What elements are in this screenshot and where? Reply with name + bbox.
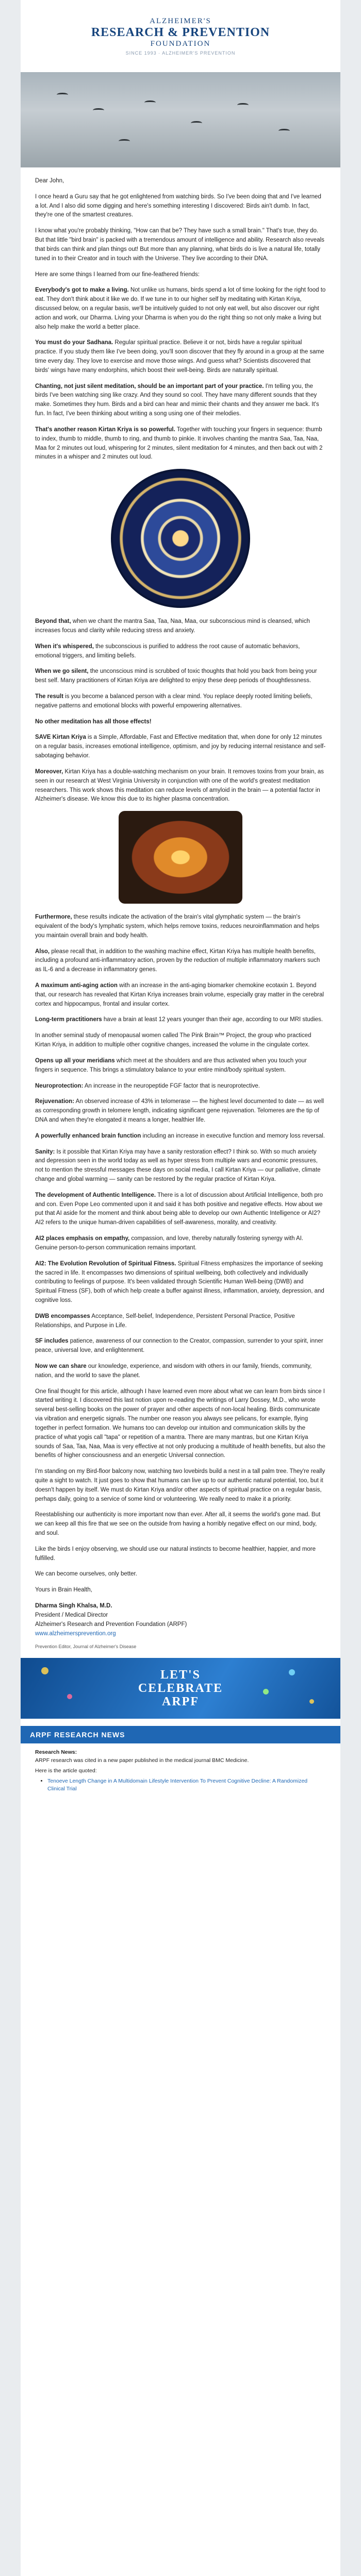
news-item bbox=[47, 1777, 326, 1794]
paragraph: AI2 places emphasis on empathy, compassion, and love, thereby naturally fostering synergy with AI. Genuine person-to-person communication remains important. bbox=[35, 1235, 304, 1251]
brain-image bbox=[119, 811, 242, 904]
logo-line3: FOUNDATION bbox=[150, 39, 211, 48]
paragraph: Sanity: Is it possible that Kirtan Kriya may have a sanity restoration effect? I think so. With so much anxiety and depression seen in the world today as well as hyper stress from multiple wars and economic pressures, not to mention the stressful messages these days on social media, I call Kirtan Kriya — our palliative, climate change and global warming — sanity can be restored by the regular practice of Kirtan Kriya. bbox=[35, 1148, 321, 1182]
paragraph: One final thought for this article, although I have learned even more about what we can learn from birds since I started writing it. I discovered this last notion upon re-reading the writings of Larry Dossey, M.D., who wrote several best-selling books on the power of prayer and other aspects of non-local healing. Birds communicate via vibration and energetic signals. The number one reason you always see pelicans, for example, flying together in perfect formation. We humans too can develop our intuition and communication skills by the practice of what yogis call "tapa" or repetition of a mantra. There are many mantras, but one Kirtan Kriya sounds of Saa, Taa, Naa, Maa is very effective at not only producing a multitude of health benefits, but also the benefits of higher consciousness and an energetic Universal connection. bbox=[35, 1388, 325, 1459]
paragraph: We can become ourselves, only better. bbox=[35, 1571, 137, 1578]
paragraph: A powerfully enhanced brain function including an increase in executive function and memory loss reversal. bbox=[35, 1132, 325, 1139]
paragraph: Rejuvenation: An observed increase of 43% in telomerase — the highest level documented to date — as well as corresponding growth in telomere length, indicating significant gene rejuvenation. Telomeres are the tip of DNA and when they're elongated it means a longer, healthier life. bbox=[35, 1098, 324, 1123]
news-link-intro: Here is the article quoted: bbox=[35, 1767, 97, 1774]
paragraph: Beyond that, when we chant the mantra Saa, Taa, Naa, Maa, our subconscious mind is cleansed, which increases focus and clarity while reducing stress and anxiety. bbox=[35, 618, 310, 634]
paragraph: The development of Authentic Intelligence. There is a lot of discussion about Artificial Intelligence, both pro and con. Even Pope Leo commented upon it and said it has both positive and negative effects. How about we put that AI aside for the moment and think about being able to develop our own Authentic Intelligence or AI2? AI2 refers to the unique human-driven capabilities of self-awareness, morality, and creativity. bbox=[35, 1192, 323, 1226]
confetti-decoration bbox=[41, 1667, 48, 1674]
paragraph: A maximum anti-aging action with an increase in the anti-aging biomarker chemokine ecotaxin 1. Beyond that, our research has revealed that Kirtan Kriya increases brain volume, especially gray matter in the cerebral cortex and hippocampus, frontal and insular cortex. bbox=[35, 982, 324, 1007]
bird-icon bbox=[57, 93, 68, 97]
email-container bbox=[21, 0, 340, 2576]
signature-block bbox=[35, 1586, 326, 1638]
signer-org: Alzheimer's Research and Prevention Foundation (ARPF) bbox=[35, 1621, 187, 1628]
paragraph-list bbox=[35, 617, 326, 804]
paragraph-list-2 bbox=[35, 913, 326, 1579]
hero-birds-image bbox=[21, 72, 340, 167]
paragraph: No other meditation has all those effects! bbox=[35, 718, 152, 725]
paragraph: Also, please recall that, in addition to the washing machine effect, Kirtan Kriya has multiple health benefits, including a profound anti-inflammatory action, proven by the reduction of multiple inflammatory markers such as IL-6 and a decrease in inflammatory genes. bbox=[35, 948, 320, 973]
confetti-decoration bbox=[67, 1694, 72, 1699]
lesson: You must do your Sadhana. Regular spiritual practice. Believe it or not, birds have a regular spiritual practice. If you study them like I've been doing, you'll soon discover that they fly around in a group at the same time every day. They love to exercise and move those wings. And guess what? Scientists discovered that birds' wings have many endorphins, which boost their well-being. Birds are naturally spiritual. bbox=[35, 340, 324, 374]
bird-icon bbox=[278, 129, 290, 133]
banner-text: LET'S CELEBRATE ARPF bbox=[138, 1668, 223, 1709]
news-article-link[interactable]: Tenoeve Length Change in A Multidomain Lifestyle Intervention To Prevent Cognitive Decline: A Randomized Clinical Trial bbox=[47, 1777, 308, 1792]
news-heading: Research News: bbox=[35, 1749, 77, 1756]
lesson: Chanting, not just silent meditation, should be an important part of your practice. I'm telling you, the birds I've been watching sing like crazy. And they sound so cool. They have many different sounds that they make. Sometimes they hum. Birds and a bird can hear and mimic their chants and they answer me back. It's fun. In fact, I've been thinking about writing a song using one of their melodies. bbox=[35, 383, 319, 417]
paragraph: AI2: The Evolution Revolution of Spiritual Fitness. Spiritual Fitness emphasizes the importance of seeking the sacred in life. It encompasses two dimensions of spiritual wellbeing, both collectively and individually contributing to feelings of purpose. It's been validated through Scientific Human Well-being (DWB) and Spiritual Fitness (SF), both of which help create a buffer against illness, inflammation, anxiety, depression, and cognitive loss. bbox=[35, 1260, 324, 1303]
research-news-header: ARPF RESEARCH NEWS bbox=[21, 1726, 340, 1743]
header bbox=[21, 0, 340, 72]
closing: Yours in Brain Health, bbox=[35, 1587, 92, 1594]
paragraph: Now we can share our knowledge, experience, and wisdom with others in our family, friends, community, nation, and the world to save the planet. bbox=[35, 1363, 312, 1379]
paragraph: When it's whispered, the subconscious is purified to address the root cause of automatic behaviors, emotional triggers, and limiting beliefs. bbox=[35, 643, 300, 659]
signer-name: Dharma Singh Khalsa, M.D. bbox=[35, 1603, 112, 1609]
paragraph: Furthermore, these results indicate the activation of the brain's vital glymphatic system — the brain's equivalent of the body's lymphatic system, which helps remove toxins, reduces neuroinflammation and helps you maintain overall brain and body health. bbox=[35, 914, 320, 939]
paragraph: I once heard a Guru say that he got enlightened from watching birds. So I've been doing that and I've learned a lot. And I also did some digging and here's something interesting I discovered: Birds ain't dumb. In fact, they're one of the smartest creatures. bbox=[35, 193, 321, 218]
research-news bbox=[21, 1743, 340, 1801]
paragraph: I know what you're probably thinking, "How can that be? They have such a small brain." That's true, they do. But that little "bird brain" is packed with a tremendous amount of intelligence and ability. Research also reveals that birds can think and plan things out! But more than any planning, what birds do is live a natural life, totally tuned in to their Creator and in touch with the Universe. They live according to their DNA. bbox=[35, 228, 324, 262]
bird-icon bbox=[191, 121, 202, 125]
news-list bbox=[47, 1777, 326, 1794]
paragraph: Neuroprotection: An increase in the neuropeptide FGF factor that is neuroprotective. bbox=[35, 1082, 260, 1089]
paragraph: Opens up all your meridians which meet at the shoulders and are thus activated when you touch your fingers in sequence. This brings a stimulatory balance to your entire mind/body spiritual system. bbox=[35, 1057, 307, 1073]
paragraph: DWB encompasses Acceptance, Self-belief, Independence, Persistent Personal Practice, Positive Relationships, and Purpose in Life. bbox=[35, 1313, 295, 1329]
signer-website[interactable]: www.alzheimersprevention.org bbox=[35, 1630, 116, 1637]
confetti-decoration bbox=[263, 1689, 269, 1694]
paragraph: SF includes patience, awareness of our connection to the Creator, compassion, surrender to your spirit, inner peace, universal love, and enlightenment. bbox=[35, 1338, 323, 1354]
lesson: Everybody's got to make a living. Not unlike us humans, birds spend a lot of time looking for the right food to eat. They don't think about it like we do. If we tune in to our higher self by meditating with Kirtan Kriya, discussed below, on a regular basis, we'll be intuitively guided to not only eat well, but also discover our right action and work, our Dharma. Living your Dharma is when you do the right thing so not only make a living but also help make the world a better place. bbox=[35, 287, 326, 330]
bird-icon bbox=[237, 103, 249, 107]
paragraph: Long-term practitioners have a brain at least 12 years younger than their age, according to our MRI studies. bbox=[35, 1016, 323, 1023]
celebrate-banner[interactable] bbox=[21, 1658, 340, 1719]
paragraph: The result is you become a balanced person with a clear mind. You replace deeply rooted limiting beliefs, negative patterns and emotional blocks with powerful empowering alternatives. bbox=[35, 693, 313, 709]
paragraph: In another seminal study of menopausal women called The Pink Brain™ Project, the group who practiced Kirtan Kriya, in addition to multiple other cognitive changes, increased the volume in the cingulate cortex. bbox=[35, 1032, 311, 1048]
paragraph: Here are some things I learned from our fine-feathered friends: bbox=[35, 271, 200, 278]
confetti-decoration bbox=[309, 1699, 314, 1704]
paragraph: Reestablishing our authenticity is more important now than ever. After all, it seems the world's gone mad. But we can keep all this fire that we see on the outside from having a horribly negative effect on our mind, body, and soul. bbox=[35, 1512, 321, 1536]
greeting: Dear John, bbox=[35, 178, 64, 184]
logo-line2: RESEARCH & PREVENTION bbox=[91, 25, 270, 39]
logo-tagline: SINCE 1993 · ALZHEIMER'S PREVENTION bbox=[125, 50, 236, 56]
bird-icon bbox=[119, 139, 130, 143]
paragraph: Moreover, Kirtan Kriya has a double-watching mechanism on your brain. It removes toxins from your brain, as seen in our research at West Virginia University in conjunction with one of the world's greatest meditation researchers. This work shows this meditation can reduce levels of amyloid in the brain — a potential factor in Alzheimer's disease. We know this due to its higher plasma concentration. bbox=[35, 768, 324, 803]
bird-icon bbox=[144, 100, 156, 105]
mandala-image bbox=[111, 469, 250, 608]
news-intro: ARPF research was cited in a new paper published in the medical journal BMC Medicine. bbox=[35, 1757, 249, 1764]
bird-icon bbox=[93, 108, 104, 112]
footnote: Prevention Editor, Journal of Alzheimer's Disease bbox=[35, 1644, 137, 1650]
paragraph: Like the birds I enjoy observing, we should use our natural instincts to become healthier, happier, and more fulfilled. bbox=[35, 1546, 316, 1562]
paragraph: I'm standing on my Bird-floor balcony now, watching two lovebirds build a nest in a tall palm tree. They're really quite a sight to watch. It just goes to show that humans can live up to our authentic natural potential, too, but it doesn't happen by itself. We must do Kirtan Kriya and/or other aspects of spiritual practice on a regular basis, perhaps daily, going to a service of some kind or volunteering. We really need to make it a priority. bbox=[35, 1468, 325, 1502]
lesson: That's another reason Kirtan Kriya is so powerful. Together with touching your fingers in sequence: thumb to index, thumb to middle, thumb to ring, and thumb to pinkie. It involves chanting the mantra Saa, Taa, Naa, Maa for 2 minutes out loud, whispering for 2 minutes, silent meditation for 4 minutes, and then back out with 2 minutes in a whisper and 2 minutes out loud. bbox=[35, 426, 323, 461]
confetti-decoration bbox=[289, 1669, 295, 1675]
paragraph: When we go silent, the unconscious mind is scrubbed of toxic thoughts that hold you back from being your best self. Many practitioners of Kirtan Kriya are delighted to enjoy these deep periods of thoughtlessness. bbox=[35, 668, 317, 684]
signer-title: President / Medical Director bbox=[35, 1612, 108, 1618]
logo-line1: ALZHEIMER'S bbox=[150, 16, 211, 25]
article-body bbox=[21, 167, 340, 1651]
paragraph: SAVE Kirtan Kriya is a Simple, Affordable, Fast and Effective meditation that, when done for only 12 minutes on a regular basis, increases emotional intelligence, optimism, and joy by reducing internal resistance and self-sabotaging behavior. bbox=[35, 734, 326, 759]
